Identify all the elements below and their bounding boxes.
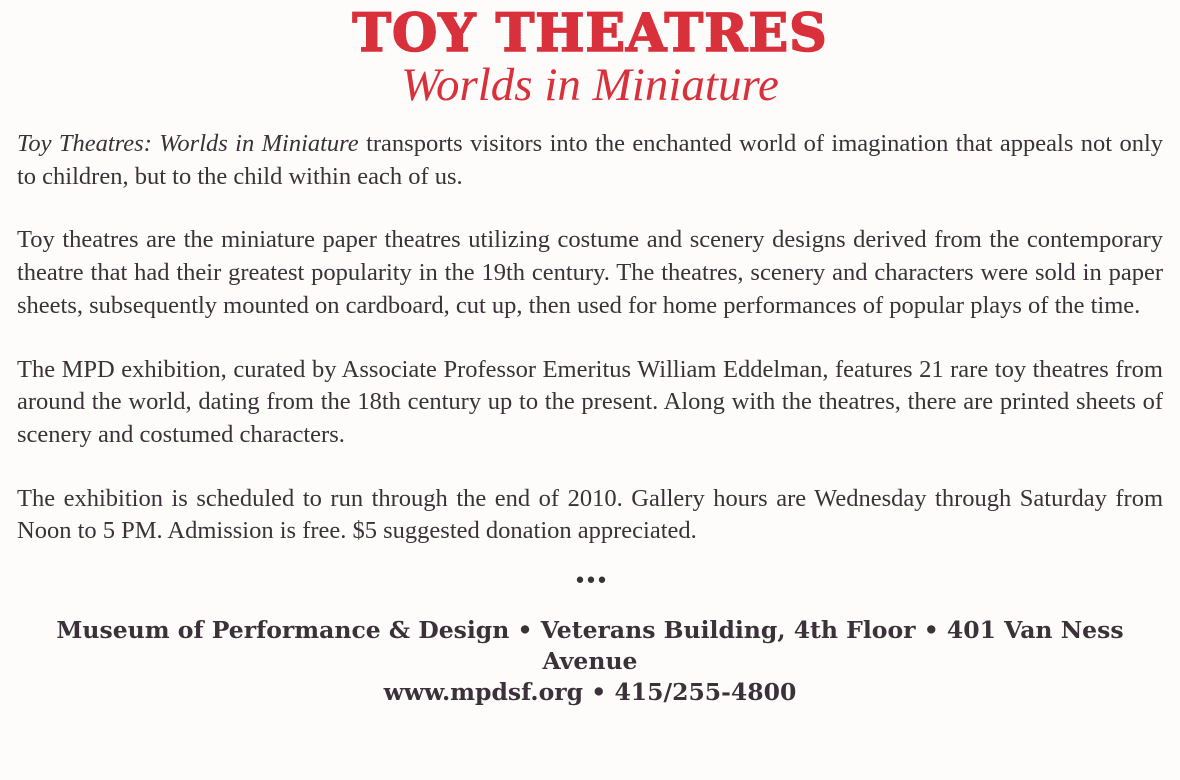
footer-contact: www.mpdsf.org • 415/255-4800 (383, 678, 797, 707)
paragraph-intro-text: transports visitors into the enchanted world of imagination that appeals not only to children, but to the child within each of us. (17, 130, 1163, 190)
page-subtitle: Worlds in Miniature (401, 59, 779, 111)
paragraph-toy-theatres: Toy theatres are the miniature paper theatres utilizing costume and scenery designs derived from the contemporary theatre that had their greatest popularity in the 19th century. The theatres, scenery and characters were sold in paper sheets, subsequently mounted on cardboard, cut up, then used for home performances of popular plays of the time. (17, 226, 1163, 319)
header (17, 2, 1163, 110)
page-title: TOY THEATRES (352, 3, 828, 64)
footer-address: Museum of Performance & Design • Veterans Building, 4th Floor • 401 Van Ness Avenue (56, 616, 1124, 676)
paragraph-intro (17, 128, 1163, 193)
footer (17, 615, 1163, 708)
exhibition-name-italic: Toy Theatres: Worlds in Miniature (17, 130, 359, 157)
separator-dots: ••• (573, 569, 607, 595)
paragraph-exhibition: The MPD exhibition, curated by Associate Professor Emeritus William Eddelman, features 21 rare toy theatres from around the world, dating from the 18th century up to the present. Along with the theatres, there are printed sheets of scenery and costumed characters. (17, 355, 1163, 448)
body-text (17, 128, 1163, 548)
paragraph-schedule: The exhibition is scheduled to run through the end of 2010. Gallery hours are Wednesday through Saturday from Noon to 5 PM. Admission is free. $5 suggested donation appreciated. (17, 484, 1163, 545)
